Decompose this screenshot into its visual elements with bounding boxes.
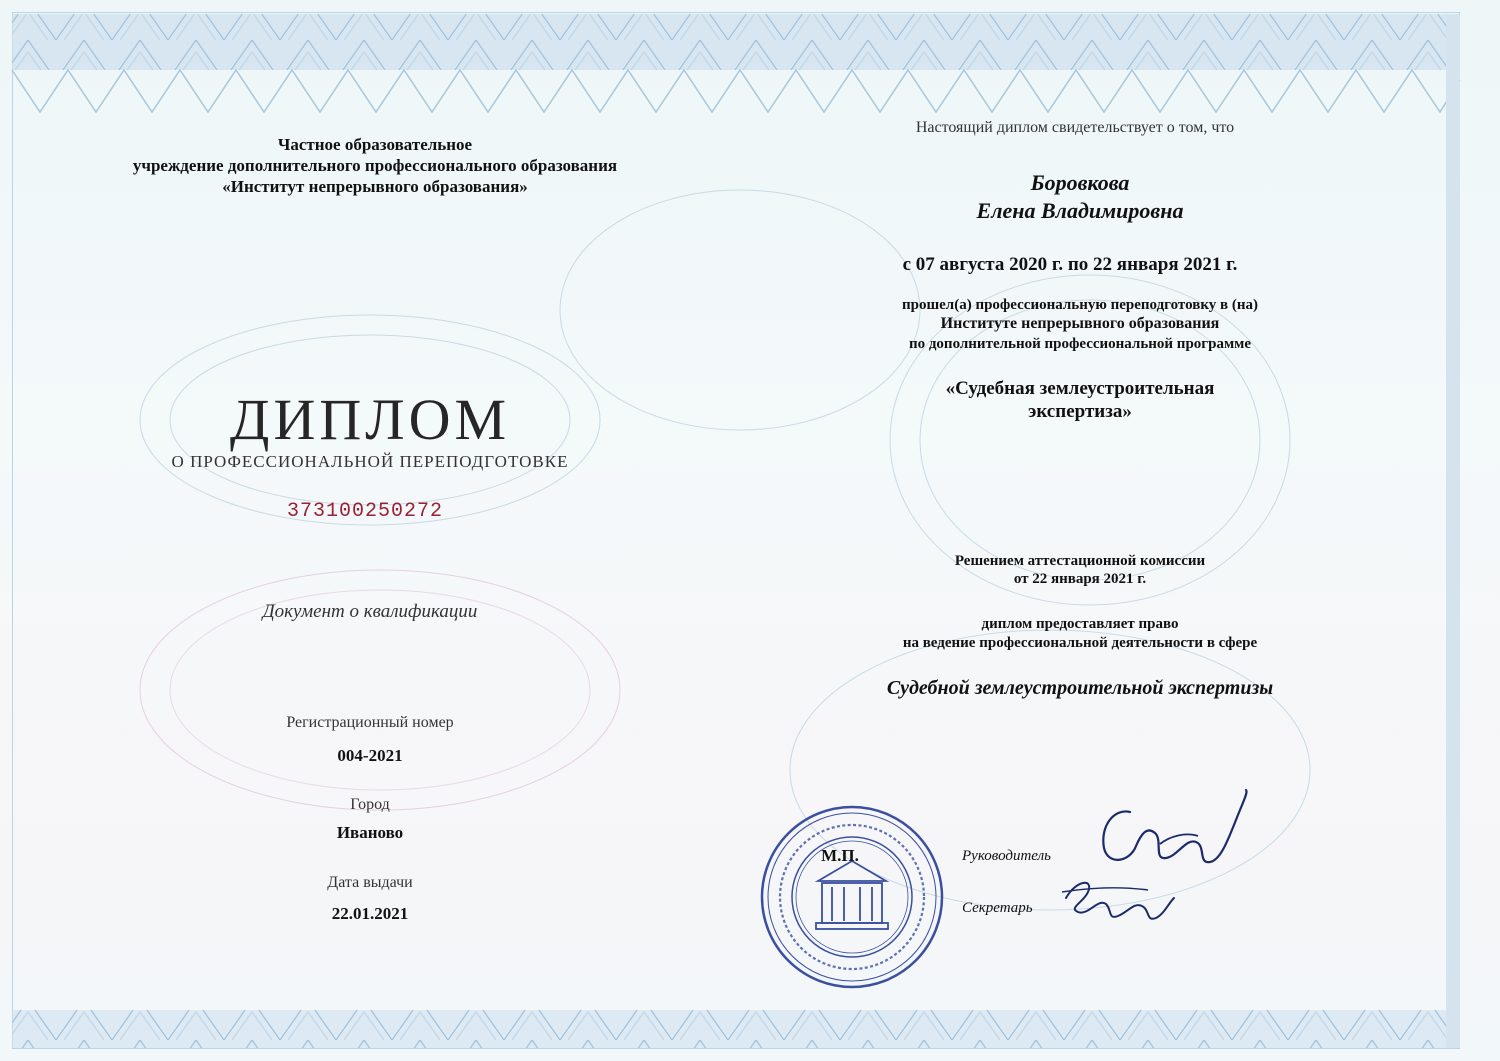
secretary-label: Секретарь <box>962 900 1033 916</box>
professional-field: Судебной землеустроительной экспертизы <box>886 677 1274 699</box>
course-line-1: прошел(а) профессиональную переподготовку в (на) <box>901 297 1258 313</box>
seal-label: М.П. <box>821 846 859 865</box>
issue-date-label: Дата выдачи <box>327 874 413 891</box>
city-label: Город <box>350 796 390 813</box>
top-border-pattern <box>12 14 1460 70</box>
director-signature <box>1090 786 1250 876</box>
city-value: Иваново <box>336 823 404 842</box>
building-icon <box>816 861 888 929</box>
issuer-line-1: Частное образовательное <box>277 135 473 154</box>
top-zigzag-ornament <box>12 70 1460 112</box>
official-stamp <box>752 803 952 991</box>
issue-date-value: 22.01.2021 <box>331 904 409 923</box>
issuer-line-2: учреждение дополнительного профессионального образования <box>132 156 618 175</box>
certifies-text: Настоящий диплом свидетельствует о том, что <box>915 119 1235 136</box>
secretary-signature <box>1058 868 1178 930</box>
holder-surname: Боровкова <box>1030 170 1130 195</box>
bottom-border-band <box>12 1010 1460 1048</box>
stamp-rings <box>762 807 942 987</box>
diploma-number: 373100250272 <box>286 500 444 523</box>
bottom-border-pattern <box>12 1010 1460 1048</box>
director-label: Руководитель <box>962 848 1051 864</box>
study-period: с 07 августа 2020 г. по 22 января 2021 г. <box>902 254 1238 275</box>
diploma-subtitle: О ПРОФЕССИОНАЛЬНОЙ ПЕРЕПОДГОТОВКЕ <box>171 452 569 471</box>
course-line-3: по дополнительной профессиональной программе <box>908 336 1252 352</box>
top-border-band <box>12 14 1460 70</box>
right-edge-strip <box>1446 14 1460 1048</box>
program-title-line-1: «Судебная землеустроительная <box>945 378 1215 399</box>
registration-value: 004-2021 <box>337 746 403 765</box>
document-type: Документ о квалификации <box>262 601 478 622</box>
holder-given-names: Елена Владимировна <box>976 198 1184 223</box>
decision-line-1: Решением аттестационной комиссии <box>954 553 1206 569</box>
rights-line-1: диплом предоставляет право <box>981 616 1179 632</box>
decision-line-2: от 22 января 2021 г. <box>1013 571 1147 587</box>
issuer-block <box>60 134 690 197</box>
diploma-title: ДИПЛОМ <box>229 387 511 452</box>
registration-label: Регистрационный номер <box>286 714 454 731</box>
issuer-line-3: «Институт непрерывного образования» <box>222 177 528 196</box>
course-line-2: Институте непрерывного образования <box>940 315 1220 332</box>
program-title-line-2: экспертиза» <box>1028 401 1132 422</box>
rights-line-2: на ведение профессиональной деятельности в сфере <box>902 635 1258 651</box>
